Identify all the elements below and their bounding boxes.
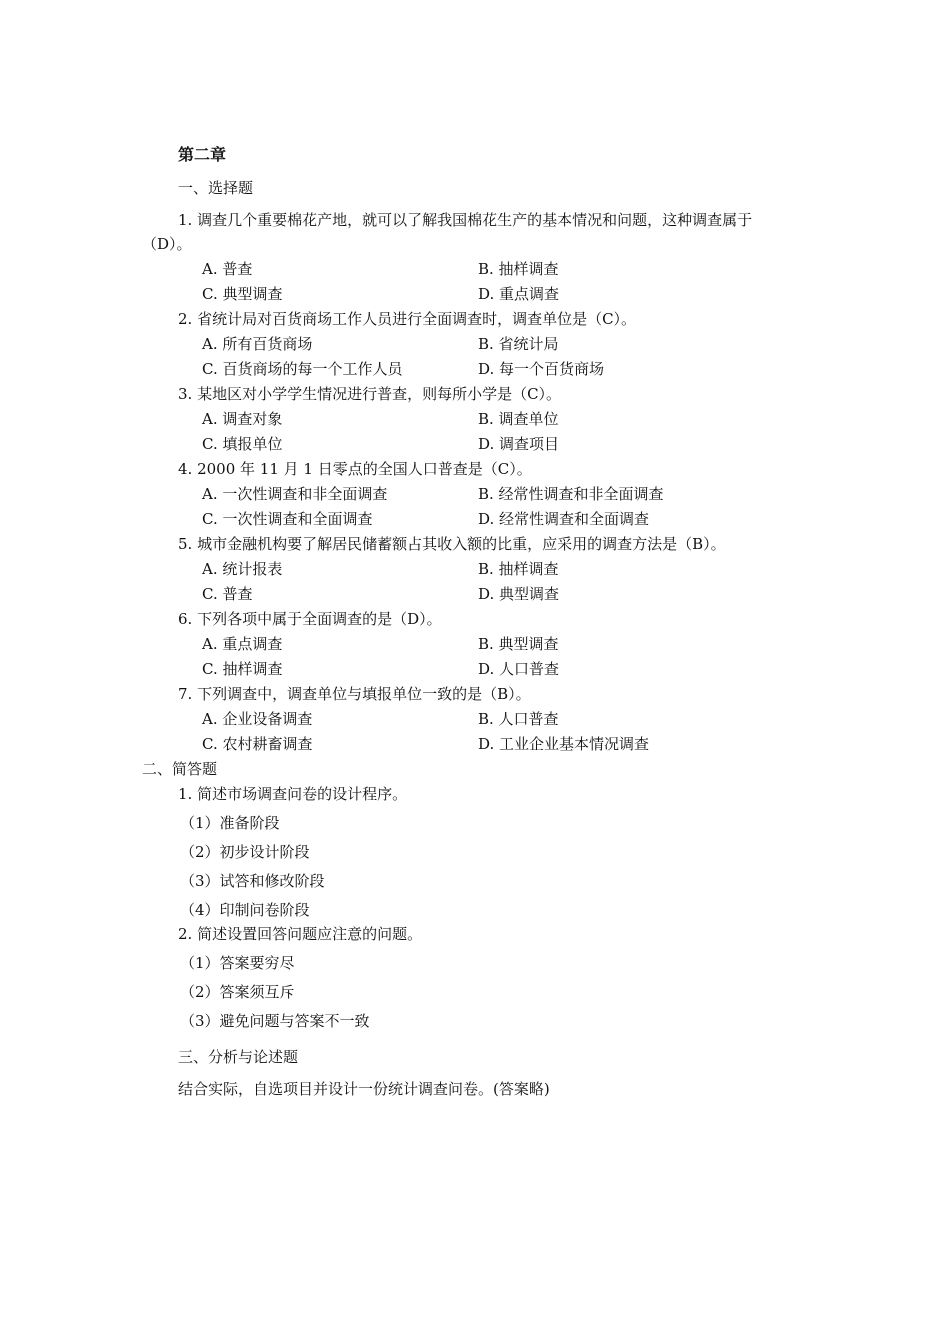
option-c: C. 一次性调查和全面调查 (202, 510, 373, 528)
option-d: D. 人口普查 (478, 660, 560, 678)
option-a: A. 普查 (202, 260, 253, 278)
option-b: B. 抽样调查 (478, 560, 559, 578)
option-b: B. 典型调查 (478, 635, 559, 653)
option-a: A. 统计报表 (202, 560, 283, 578)
question-stem: 7. 下列调查中，调查单位与填报单位一致的是（B）。 (178, 685, 531, 703)
option-d: D. 经常性调查和全面调查 (478, 510, 650, 528)
question-stem: 3. 某地区对小学学生情况进行普查，则每所小学是（C）。 (178, 385, 562, 403)
option-c: C. 普查 (202, 585, 253, 603)
option-b: B. 调查单位 (478, 410, 559, 428)
section-heading-choice: 一、选择题 (178, 179, 254, 197)
question-stem: 6. 下列各项中属于全面调查的是（D）。 (178, 610, 442, 628)
analysis-text: 结合实际，自选项目并设计一份统计调查问卷。(答案略) (178, 1080, 550, 1098)
option-c: C. 百货商场的每一个工作人员 (202, 360, 403, 378)
section-heading-analysis: 三、分析与论述题 (178, 1048, 299, 1066)
option-c: C. 农村耕畜调查 (202, 735, 313, 753)
answer-item: （3）避免问题与答案不一致 (180, 1012, 370, 1030)
answer-item: （1）答案要穷尽 (180, 954, 295, 972)
short-question-2: 2. 简述设置回答问题应注意的问题。 (178, 925, 423, 943)
option-c: C. 抽样调查 (202, 660, 283, 678)
short-question-1: 1. 简述市场调查问卷的设计程序。 (178, 785, 408, 803)
option-a: A. 一次性调查和非全面调查 (202, 485, 388, 503)
question-stem: 4. 2000 年 11 月 1 日零点的全国人口普查是（C）。 (178, 460, 532, 478)
option-d: D. 每一个百货商场 (478, 360, 605, 378)
option-b: B. 经常性调查和非全面调查 (478, 485, 664, 503)
option-d: D. 调查项目 (478, 435, 560, 453)
section-heading-short-answer: 二、简答题 (142, 760, 218, 778)
answer-item: （2）初步设计阶段 (180, 843, 310, 861)
option-c: C. 填报单位 (202, 435, 283, 453)
option-a: A. 企业设备调查 (202, 710, 313, 728)
answer-item: （3）试答和修改阶段 (180, 872, 325, 890)
question-stem: 5. 城市金融机构要了解居民储蓄额占其收入额的比重，应采用的调查方法是（B）。 (178, 535, 726, 553)
answer-item: （4）印制问卷阶段 (180, 901, 310, 919)
option-d: D. 典型调查 (478, 585, 560, 603)
answer-item: （1）准备阶段 (180, 814, 280, 832)
option-b: B. 省统计局 (478, 335, 559, 353)
option-d: D. 重点调查 (478, 285, 560, 303)
question-stem: 1. 调查几个重要棉花产地，就可以了解我国棉花生产的基本情况和问题，这种调查属于 (178, 211, 753, 229)
option-a: A. 调查对象 (202, 410, 283, 428)
answer-item: （2）答案须互斥 (180, 983, 295, 1001)
option-c: C. 典型调查 (202, 285, 283, 303)
option-b: B. 人口普查 (478, 710, 559, 728)
chapter-title: 第二章 (178, 145, 227, 164)
question-stem-cont: （D）。 (142, 235, 192, 253)
option-b: B. 抽样调查 (478, 260, 559, 278)
option-d: D. 工业企业基本情况调查 (478, 735, 650, 753)
question-stem: 2. 省统计局对百货商场工作人员进行全面调查时，调查单位是（C）。 (178, 310, 637, 328)
option-a: A. 重点调查 (202, 635, 283, 653)
option-a: A. 所有百货商场 (202, 335, 313, 353)
